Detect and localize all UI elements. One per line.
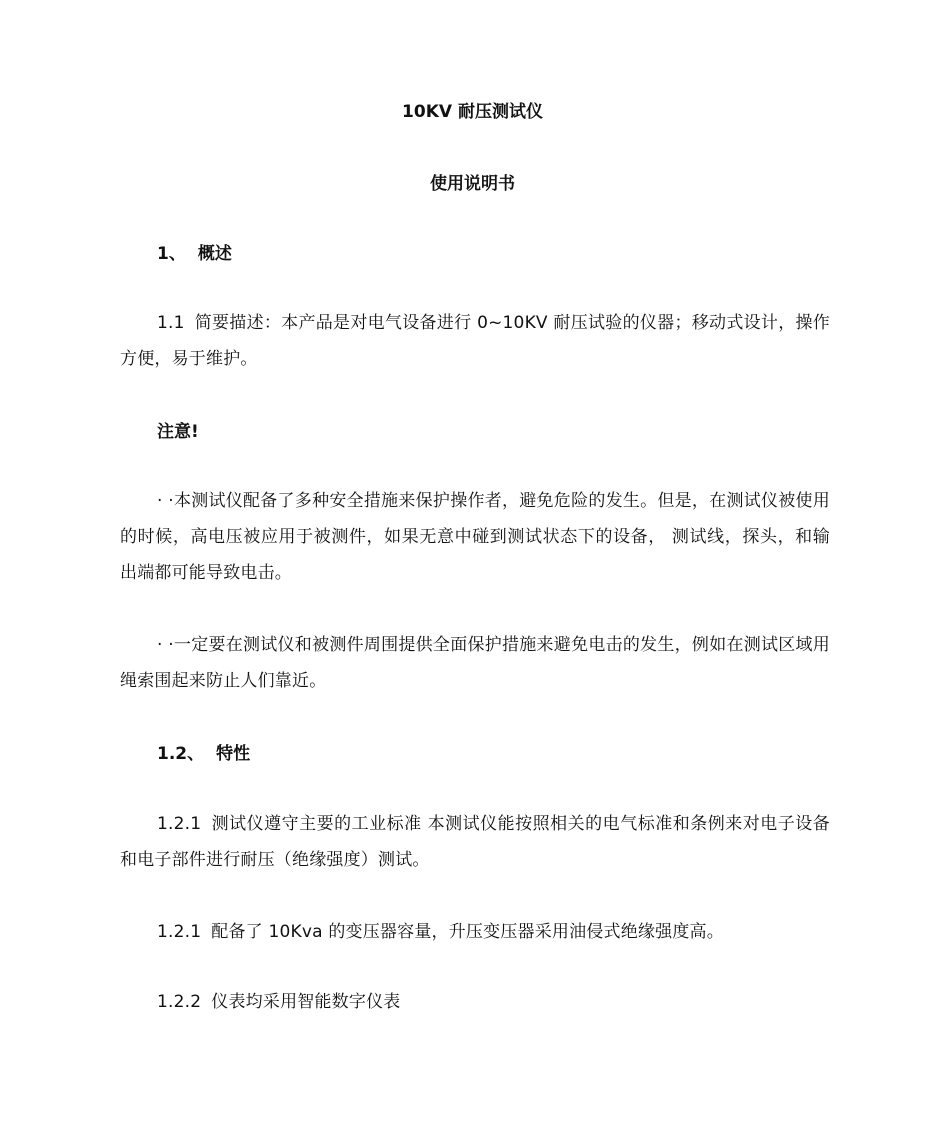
paragraph-industry-standards: [120, 806, 830, 878]
section-number: 1、: [157, 244, 186, 264]
paragraph-text: 简要描述：本产品是对电气设备进行 0~10KV 耐压试验的仪器；移动式设计，操作方便，易于维护。: [120, 313, 830, 369]
notice-heading: 注意!: [157, 422, 199, 442]
document-title: 10KV 耐压测试仪: [402, 102, 543, 122]
paragraph-safety-bullet-2: · ·一定要在测试仪和被测件周围提供全面保护措施来避免电击的发生，例如在测试区域用绳索围起来防止人们靠近。: [120, 635, 830, 691]
section-number: 1.2、: [157, 744, 205, 764]
document-subtitle: 使用说明书: [430, 174, 515, 194]
section-heading-features: [157, 742, 250, 766]
paragraph-transformer-capacity: [120, 914, 830, 950]
paragraph-number: 1.2.2: [157, 992, 202, 1012]
section-title: 特性: [216, 744, 251, 764]
section-heading-overview: [157, 242, 232, 266]
paragraph-text: 测试仪遵守主要的工业标准 本测试仪能按照相关的电气标准和条例来对电子设备和电子部件进行耐压（绝缘强度）测试。: [120, 814, 830, 870]
paragraph-number: 1.2.1: [157, 922, 202, 942]
paragraph-number: 1.1: [157, 313, 185, 333]
section-title: 概述: [197, 244, 232, 264]
paragraph-brief-description: [120, 305, 830, 377]
paragraph-digital-meters: [120, 984, 830, 1020]
paragraph-safety-bullet-1: · ·本测试仪配备了多种安全措施来保护操作者，避免危险的发生。但是，在测试仪被使用的时候，高电压被应用于被测件，如果无意中碰到测试状态下的设备， 测试线，探头，和输出端都可能导致电击。: [120, 491, 830, 583]
paragraph-number: 1.2.1: [157, 814, 202, 834]
paragraph-text: 仪表均采用智能数字仪表: [211, 992, 401, 1012]
paragraph-text: 配备了 10Kva 的变压器容量，升压变压器采用油侵式绝缘强度高。: [211, 922, 724, 942]
